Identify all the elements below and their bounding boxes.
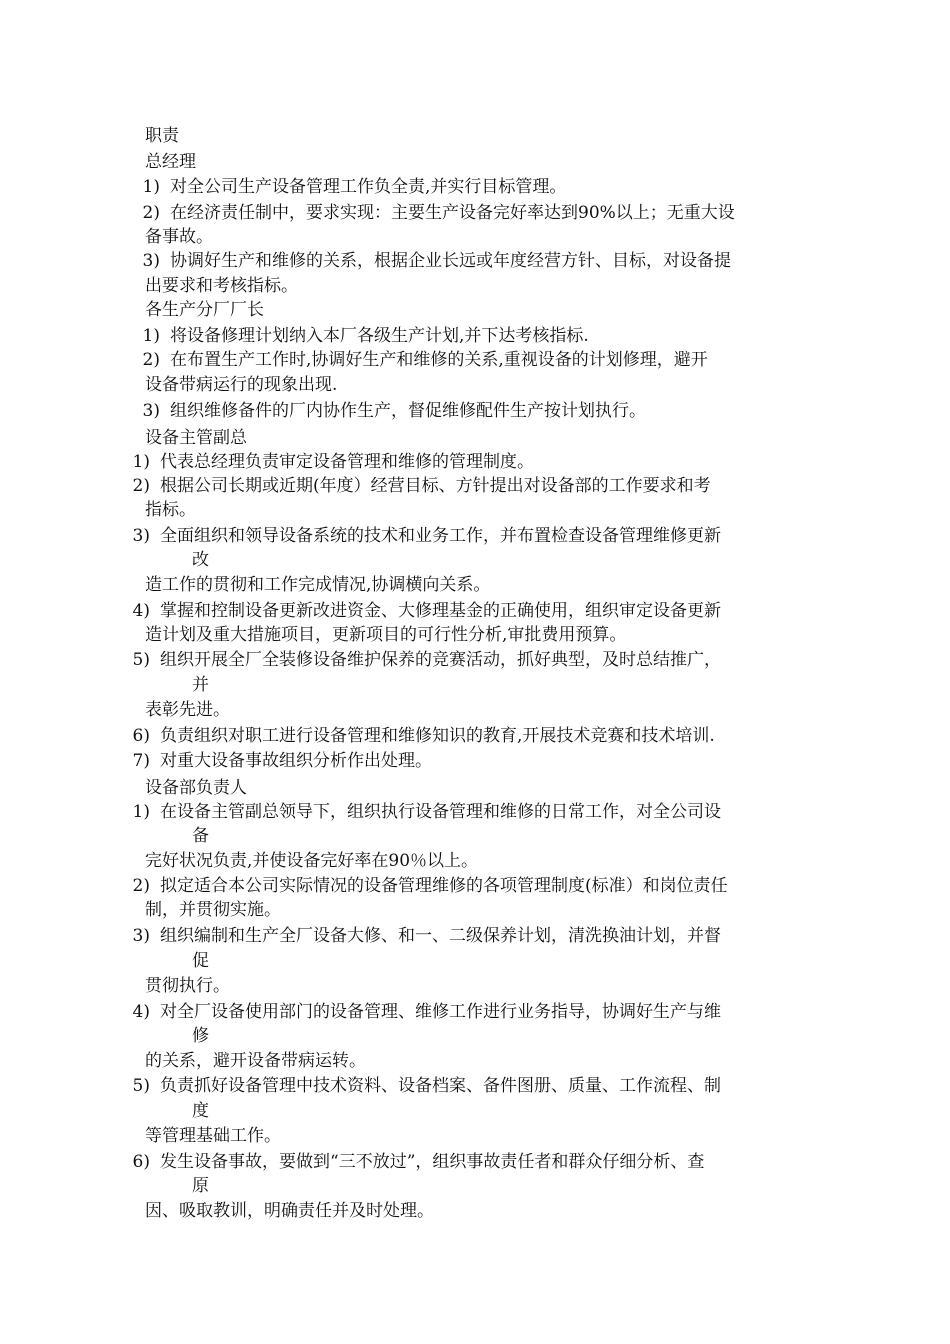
list-item <box>138 203 735 223</box>
section-heading: 各生产分厂厂长 <box>145 300 264 320</box>
list-item-wrap-text: 原 <box>192 1176 209 1196</box>
list-item-wrap-text: 度 <box>192 1101 209 1121</box>
list-item-wrap-text: 促 <box>192 951 209 971</box>
list-item <box>128 802 721 822</box>
list-item <box>128 476 711 496</box>
list-item-number: 2) <box>132 876 150 896</box>
list-item-text: 将设备修理计划纳入本厂各级生产计划,并下达考核指标. <box>170 326 589 346</box>
list-item <box>138 251 731 271</box>
list-item-text: 根据公司长期或近期(年度）经营目标、方针提出对设备部的工作要求和考 <box>160 476 711 496</box>
list-item <box>128 876 728 896</box>
list-item-wrap-text: 修 <box>192 1026 209 1046</box>
list-item-text: 代表总经理负责审定设备管理和维修的管理制度。 <box>160 452 534 472</box>
list-item-continuation: 造计划及重大措施项目，更新项目的可行性分析,审批费用预算。 <box>145 625 627 645</box>
list-item <box>138 177 566 197</box>
list-item-number: 6) <box>132 1152 150 1172</box>
list-item-text: 发生设备事故，要做到“三不放过”，组织事故责任者和群众仔细分析、查 <box>160 1152 705 1172</box>
list-item-continuation: 表彰先进。 <box>145 700 230 720</box>
list-item-continuation: 备事故。 <box>145 227 213 247</box>
list-item <box>128 726 715 746</box>
list-item-number: 2) <box>132 476 150 496</box>
list-item-text: 全面组织和领导设备系统的技术和业务工作，并布置检查设备管理维修更新 <box>160 526 721 546</box>
list-item-text: 在设备主管副总领导下，组织执行设备管理和维修的日常工作，对全公司设 <box>160 802 721 822</box>
list-item <box>128 650 721 670</box>
list-item-text: 负责组织对职工进行设备管理和维修知识的教育,开展技术竞赛和技术培训. <box>160 726 715 746</box>
list-item-text: 组织编制和生产全厂设备大修、和一、二级保养计划，清洗换油计划，并督 <box>160 926 721 946</box>
list-item-number: 1) <box>142 177 160 197</box>
list-item <box>128 1152 704 1172</box>
list-item-text: 协调好生产和维修的关系，根据企业长远或年度经营方针、目标，对设备提 <box>170 251 731 271</box>
list-item-text: 对重大设备事故组织分析作出处理。 <box>160 751 432 771</box>
list-item-text: 拟定适合本公司实际情况的设备管理维修的各项管理制度(标准）和岗位责任 <box>160 876 728 896</box>
list-item <box>138 350 708 370</box>
list-item <box>128 926 721 946</box>
list-item-number: 3) <box>142 251 160 271</box>
list-item-number: 1) <box>142 326 160 346</box>
list-item-number: 1) <box>132 452 150 472</box>
list-item-continuation: 等管理基础工作。 <box>145 1126 281 1146</box>
list-item <box>128 526 721 546</box>
list-item-text: 组织维修备件的厂内协作生产，督促维修配件生产按计划执行。 <box>170 401 646 421</box>
list-item-continuation: 造工作的贯彻和工作完成情况,协调横向关系。 <box>145 575 491 595</box>
list-item-text: 组织开展全厂全装修设备维护保养的竞赛活动，抓好典型，及时总结推广， <box>160 650 721 670</box>
list-item-text: 负责抓好设备管理中技术资料、设备档案、备件图册、质量、工作流程、制 <box>160 1076 721 1096</box>
list-item-number: 2) <box>142 350 160 370</box>
list-item-text: 掌握和控制设备更新改进资金、大修理基金的正确使用，组织审定设备更新 <box>160 601 721 621</box>
list-item-continuation: 出要求和考核指标。 <box>145 276 298 296</box>
list-item-number: 4) <box>132 601 150 621</box>
list-item-number: 6) <box>132 726 150 746</box>
list-item-number: 3) <box>132 926 150 946</box>
list-item-continuation: 设备带病运行的现象出现. <box>145 375 338 395</box>
section-heading: 设备部负责人 <box>145 778 247 798</box>
list-item-number: 3) <box>142 401 160 421</box>
list-item-text: 对全厂设备使用部门的设备管理、维修工作进行业务指导，协调好生产与维 <box>160 1002 721 1022</box>
list-item-number: 3) <box>132 526 150 546</box>
list-item-number: 7) <box>132 751 150 771</box>
list-item <box>128 1076 721 1096</box>
list-item-number: 1) <box>132 802 150 822</box>
list-item <box>138 326 589 346</box>
list-item-number: 4) <box>132 1002 150 1022</box>
section-heading: 总经理 <box>145 152 196 172</box>
list-item-number: 5) <box>132 1076 150 1096</box>
list-item-number: 2) <box>142 203 160 223</box>
list-item-continuation: 因、吸取教训，明确责任并及时处理。 <box>145 1201 434 1221</box>
list-item-wrap-text: 改 <box>192 550 209 570</box>
list-item <box>128 452 534 472</box>
list-item-continuation: 制，并贯彻实施。 <box>145 900 281 920</box>
section-heading: 设备主管副总 <box>145 428 247 448</box>
list-item-text: 在经济责任制中，要求实现：主要生产设备完好率达到90%以上；无重大设 <box>170 203 735 223</box>
list-item-number: 5) <box>132 650 150 670</box>
list-item-continuation: 贯彻执行。 <box>145 976 230 996</box>
list-item <box>128 751 432 771</box>
list-item-continuation: 完好状况负责,并使设备完好率在90％以上。 <box>145 851 479 871</box>
list-item-text: 对全公司生产设备管理工作负全责,并实行目标管理。 <box>170 177 567 197</box>
list-item-wrap-text: 备 <box>192 826 209 846</box>
list-item <box>128 1002 721 1022</box>
list-item <box>138 401 646 421</box>
list-item-text: 在布置生产工作时,协调好生产和维修的关系,重视设备的计划修理，避开 <box>170 350 708 370</box>
document-title: 职责 <box>145 126 179 146</box>
list-item <box>128 601 721 621</box>
list-item-wrap-text: 并 <box>192 675 209 695</box>
list-item-continuation: 指标。 <box>145 500 196 520</box>
list-item-continuation: 的关系，避开设备带病运转。 <box>145 1051 366 1071</box>
